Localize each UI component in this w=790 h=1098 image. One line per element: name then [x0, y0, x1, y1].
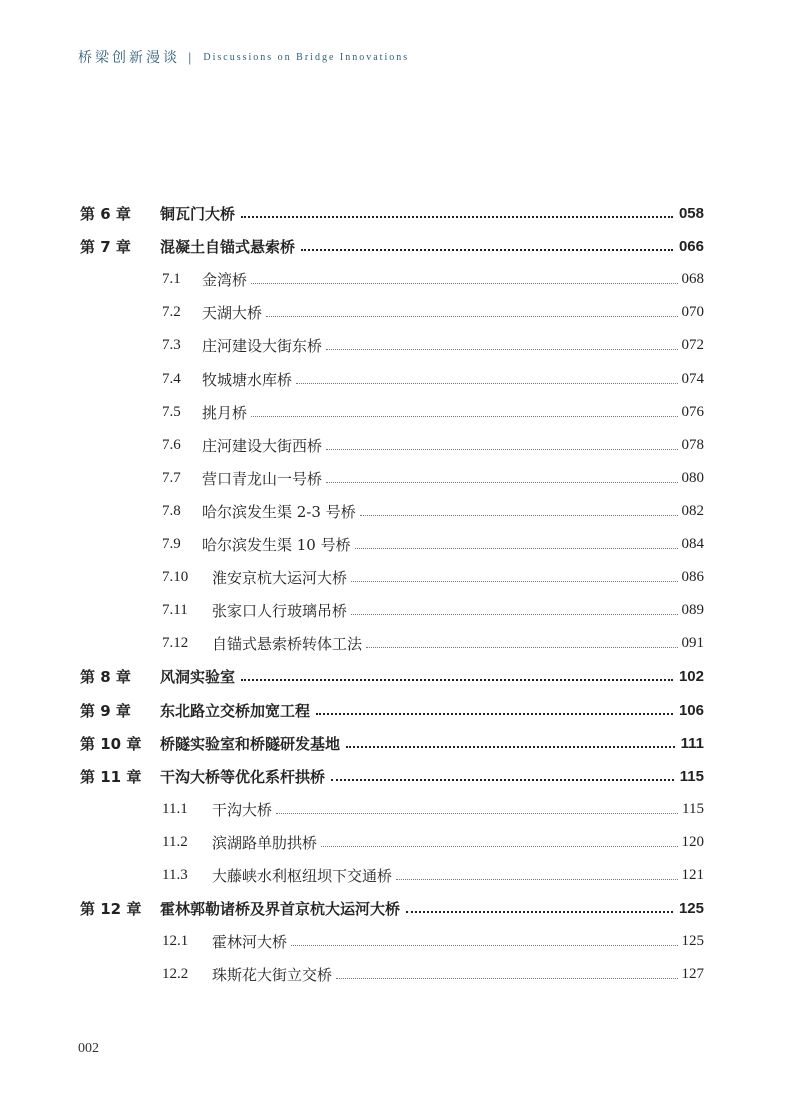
toc-section-entry[interactable] — [162, 565, 704, 589]
dot-leader — [331, 779, 674, 781]
section-number: 7.2 — [162, 303, 181, 320]
page-reference: 089 — [681, 601, 704, 618]
dot-leader — [251, 416, 677, 417]
toc-section-entry[interactable] — [162, 962, 704, 986]
page-reference: 082 — [681, 502, 704, 519]
chapter-title: 东北路立交桥加宽工程 — [160, 701, 311, 720]
toc-section-entry[interactable] — [162, 532, 704, 556]
section-number: 7.8 — [162, 502, 181, 519]
dot-leader — [346, 746, 675, 748]
page-reference: 111 — [680, 734, 704, 752]
page-reference: 125 — [681, 932, 704, 949]
section-title: 哈尔滨发生渠 10 号桥 — [202, 535, 351, 554]
dot-leader — [396, 879, 677, 880]
toc-section-entry[interactable] — [162, 400, 704, 424]
dot-leader — [241, 679, 673, 681]
toc-section-entry[interactable] — [162, 333, 704, 357]
page-reference: 072 — [681, 336, 704, 353]
section-number: 11.2 — [162, 833, 188, 850]
page-reference: 115 — [682, 800, 704, 817]
page-reference: 120 — [681, 833, 704, 850]
section-title: 挑月桥 — [202, 403, 248, 422]
page-reference: 125 — [678, 899, 704, 917]
toc-section-entry[interactable] — [162, 631, 704, 655]
dot-leader — [351, 614, 677, 615]
chapter-title: 霍林郭勒诸桥及界首京杭大运河大桥 — [160, 899, 401, 918]
dot-leader — [326, 349, 677, 350]
dot-leader — [316, 713, 673, 715]
section-title: 自锚式悬索桥转体工法 — [212, 634, 363, 653]
section-number: 7.11 — [162, 601, 188, 618]
page-reference: 066 — [678, 237, 704, 255]
chapter-title: 风洞实验室 — [160, 667, 236, 686]
dot-leader — [360, 515, 678, 516]
section-title: 哈尔滨发生渠 2-3 号桥 — [202, 502, 356, 521]
section-title: 庄河建设大街西桥 — [202, 436, 323, 455]
chapter-number: 第 9 章 — [80, 701, 131, 720]
section-number: 11.3 — [162, 866, 188, 883]
section-number: 7.3 — [162, 336, 181, 353]
toc-section-entry[interactable] — [162, 433, 704, 457]
section-title: 霍林河大桥 — [212, 932, 288, 951]
section-title: 大藤峡水利枢纽坝下交通桥 — [212, 866, 393, 885]
toc-chapter-entry[interactable] — [80, 731, 704, 755]
dot-leader — [266, 316, 677, 317]
section-title: 珠斯花大街立交桥 — [212, 965, 333, 984]
dot-leader — [296, 383, 677, 384]
page-reference: 115 — [679, 767, 704, 785]
page-number: 002 — [78, 1041, 99, 1056]
page-reference: 091 — [681, 634, 704, 651]
dot-leader — [321, 846, 677, 847]
section-number: 12.2 — [162, 965, 189, 982]
section-number: 7.7 — [162, 469, 181, 486]
dot-leader — [301, 249, 673, 251]
header-separator: | — [188, 49, 192, 65]
section-number: 7.6 — [162, 436, 181, 453]
section-number: 7.4 — [162, 370, 181, 387]
toc-section-entry[interactable] — [162, 797, 704, 821]
section-title: 张家口人行玻璃吊桥 — [212, 601, 348, 620]
toc-section-entry[interactable] — [162, 830, 704, 854]
toc-section-entry[interactable] — [162, 367, 704, 391]
section-number: 7.1 — [162, 270, 181, 287]
chapter-number: 第 11 章 — [80, 767, 142, 786]
page-reference: 121 — [681, 866, 704, 883]
section-number: 7.9 — [162, 535, 181, 552]
chapter-number: 第 8 章 — [80, 667, 131, 686]
section-number: 7.10 — [162, 568, 189, 585]
dot-leader — [355, 548, 678, 549]
page-reference: 127 — [681, 965, 704, 982]
page-reference: 078 — [681, 436, 704, 453]
chapter-title: 混凝土自锚式悬索桥 — [160, 237, 296, 256]
page-reference: 058 — [678, 204, 704, 222]
section-number: 11.1 — [162, 800, 188, 817]
page-reference: 102 — [678, 667, 704, 685]
page-reference: 074 — [681, 370, 704, 387]
dot-leader — [406, 911, 673, 913]
chapter-number: 第 10 章 — [80, 734, 142, 753]
dot-leader — [326, 482, 677, 483]
dot-leader — [291, 945, 677, 946]
section-title: 滨湖路单肋拱桥 — [212, 833, 318, 852]
section-title: 淮安京杭大运河大桥 — [212, 568, 348, 587]
chapter-number: 第 12 章 — [80, 899, 142, 918]
book-title-english: Discussions on Bridge Innovations — [203, 51, 410, 63]
page-reference: 068 — [681, 270, 704, 287]
section-number: 7.5 — [162, 403, 181, 420]
section-title: 金湾桥 — [202, 270, 248, 289]
page-reference: 070 — [681, 303, 704, 320]
section-title: 干沟大桥 — [212, 800, 273, 819]
toc-chapter-entry[interactable] — [80, 896, 704, 920]
chapter-number: 第 7 章 — [80, 237, 131, 256]
toc-chapter-entry[interactable] — [80, 234, 704, 258]
toc-section-entry[interactable] — [162, 499, 704, 523]
section-title: 营口青龙山一号桥 — [202, 469, 323, 488]
page-reference: 106 — [678, 701, 704, 719]
toc-chapter-entry[interactable] — [80, 698, 704, 722]
toc-section-entry[interactable] — [162, 863, 704, 887]
section-title: 庄河建设大街东桥 — [202, 336, 323, 355]
book-title-chinese: 桥梁创新漫谈 — [78, 50, 180, 66]
toc-chapter-entry[interactable] — [80, 664, 704, 688]
page-reference: 076 — [681, 403, 704, 420]
section-number: 7.12 — [162, 634, 189, 651]
dot-leader — [366, 647, 677, 648]
toc-section-entry[interactable] — [162, 267, 704, 291]
dot-leader — [351, 581, 677, 582]
toc-section-entry[interactable] — [162, 598, 704, 622]
dot-leader — [336, 978, 677, 979]
page-reference: 084 — [681, 535, 704, 552]
toc-section-entry[interactable] — [162, 466, 704, 490]
page-reference: 080 — [681, 469, 704, 486]
running-header — [78, 47, 409, 67]
chapter-title: 干沟大桥等优化系杆拱桥 — [160, 767, 326, 786]
dot-leader — [241, 216, 673, 218]
section-title: 天湖大桥 — [202, 303, 263, 322]
dot-leader — [251, 283, 677, 284]
dot-leader — [326, 449, 677, 450]
chapter-number: 第 6 章 — [80, 204, 131, 223]
page-reference: 086 — [681, 568, 704, 585]
chapter-title: 铜瓦门大桥 — [160, 204, 236, 223]
toc-section-entry[interactable] — [162, 300, 704, 324]
section-title: 牧城塘水库桥 — [202, 370, 293, 389]
toc-chapter-entry[interactable] — [80, 764, 704, 788]
toc-chapter-entry[interactable] — [80, 201, 704, 225]
toc-section-entry[interactable] — [162, 929, 704, 953]
chapter-title: 桥隧实验室和桥隧研发基地 — [160, 734, 341, 753]
dot-leader — [276, 813, 678, 814]
section-number: 12.1 — [162, 932, 189, 949]
